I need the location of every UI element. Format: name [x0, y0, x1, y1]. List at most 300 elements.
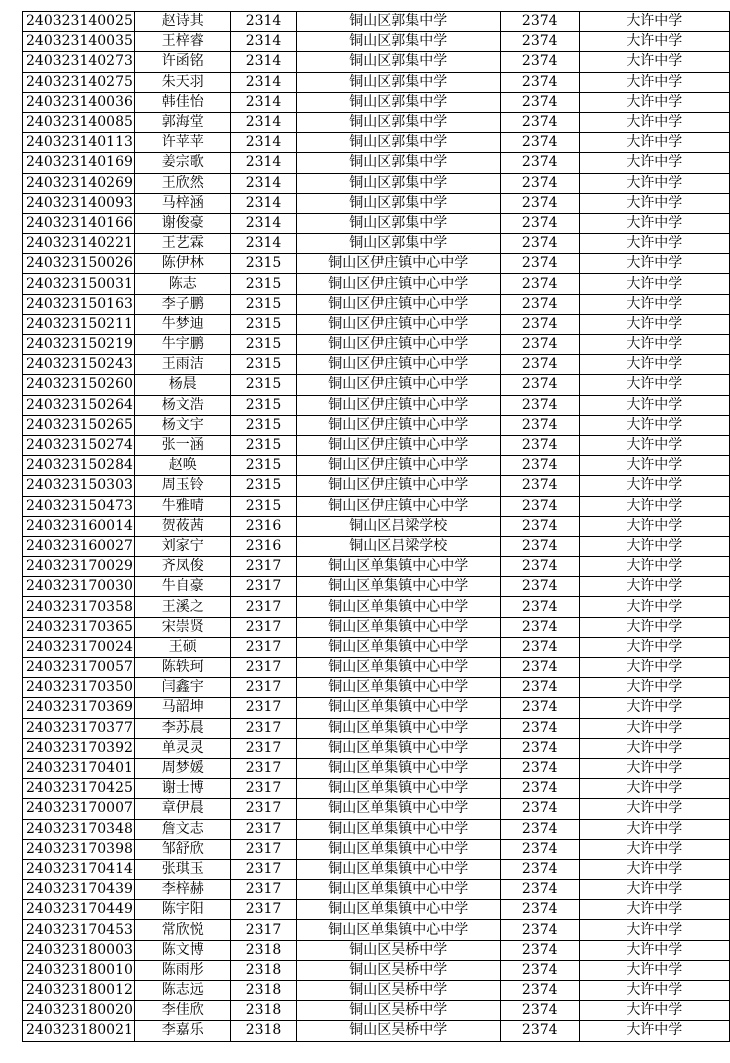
target-code-cell: 2374 — [500, 335, 579, 355]
exam-id-cell: 240323140093 — [23, 193, 135, 213]
exam-id-cell: 240323150274 — [23, 435, 135, 455]
exam-id-cell: 240323170348 — [23, 819, 135, 839]
school-code-cell: 2317 — [231, 758, 296, 778]
school-code-cell: 2315 — [231, 355, 296, 375]
exam-id-cell: 240323170401 — [23, 758, 135, 778]
name-cell: 王溪之 — [134, 597, 230, 617]
table-row — [23, 173, 730, 193]
school-code-cell: 2317 — [231, 577, 296, 597]
name-cell: 邹舒欣 — [134, 839, 230, 859]
target-school-cell: 大许中学 — [579, 173, 729, 193]
school-code-cell: 2315 — [231, 375, 296, 395]
table-body — [23, 12, 730, 1042]
school-name-cell: 铜山区伊庄镇中心中学 — [296, 335, 500, 355]
target-code-cell: 2374 — [500, 779, 579, 799]
target-code-cell: 2374 — [500, 456, 579, 476]
exam-id-cell: 240323170369 — [23, 698, 135, 718]
target-code-cell: 2374 — [500, 274, 579, 294]
target-school-cell: 大许中学 — [579, 254, 729, 274]
name-cell: 朱天羽 — [134, 72, 230, 92]
exam-id-cell: 240323180003 — [23, 940, 135, 960]
name-cell: 许苹苹 — [134, 133, 230, 153]
school-name-cell: 铜山区伊庄镇中心中学 — [296, 274, 500, 294]
target-school-cell: 大许中学 — [579, 758, 729, 778]
school-name-cell: 铜山区郭集中学 — [296, 213, 500, 233]
exam-id-cell: 240323170350 — [23, 678, 135, 698]
target-school-cell: 大许中学 — [579, 880, 729, 900]
exam-id-cell: 240323160014 — [23, 516, 135, 536]
school-code-cell: 2314 — [231, 92, 296, 112]
name-cell: 王艺霖 — [134, 234, 230, 254]
exam-id-cell: 240323140166 — [23, 213, 135, 233]
target-code-cell: 2374 — [500, 213, 579, 233]
exam-id-cell: 240323180021 — [23, 1021, 135, 1041]
name-cell: 周梦媛 — [134, 758, 230, 778]
target-school-cell: 大许中学 — [579, 698, 729, 718]
table-row — [23, 335, 730, 355]
target-code-cell: 2374 — [500, 617, 579, 637]
name-cell: 李嘉乐 — [134, 1021, 230, 1041]
name-cell: 张一涵 — [134, 435, 230, 455]
table-row — [23, 193, 730, 213]
name-cell: 贺莜茜 — [134, 516, 230, 536]
name-cell: 王硕 — [134, 637, 230, 657]
name-cell: 陈志远 — [134, 981, 230, 1001]
exam-id-cell: 240323180010 — [23, 960, 135, 980]
target-school-cell: 大许中学 — [579, 234, 729, 254]
table-row — [23, 557, 730, 577]
table-row — [23, 153, 730, 173]
school-name-cell: 铜山区吴桥中学 — [296, 981, 500, 1001]
school-name-cell: 铜山区单集镇中心中学 — [296, 880, 500, 900]
target-school-cell: 大许中学 — [579, 12, 729, 32]
school-name-cell: 铜山区单集镇中心中学 — [296, 920, 500, 940]
school-code-cell: 2314 — [231, 234, 296, 254]
name-cell: 詹文志 — [134, 819, 230, 839]
target-code-cell: 2374 — [500, 819, 579, 839]
exam-id-cell: 240323150303 — [23, 476, 135, 496]
exam-id-cell: 240323170439 — [23, 880, 135, 900]
target-code-cell: 2374 — [500, 355, 579, 375]
school-code-cell: 2317 — [231, 819, 296, 839]
name-cell: 郭海堂 — [134, 112, 230, 132]
table-row — [23, 758, 730, 778]
name-cell: 谢士博 — [134, 779, 230, 799]
table-row — [23, 920, 730, 940]
name-cell: 陈宇阳 — [134, 900, 230, 920]
target-code-cell: 2374 — [500, 960, 579, 980]
exam-id-cell: 240323180012 — [23, 981, 135, 1001]
school-name-cell: 铜山区单集镇中心中学 — [296, 718, 500, 738]
school-code-cell: 2315 — [231, 456, 296, 476]
table-row — [23, 133, 730, 153]
target-code-cell: 2374 — [500, 577, 579, 597]
target-school-cell: 大许中学 — [579, 940, 729, 960]
school-code-cell: 2317 — [231, 859, 296, 879]
school-code-cell: 2315 — [231, 314, 296, 334]
target-code-cell: 2374 — [500, 981, 579, 1001]
school-code-cell: 2317 — [231, 799, 296, 819]
target-code-cell: 2374 — [500, 314, 579, 334]
target-school-cell: 大许中学 — [579, 193, 729, 213]
name-cell: 牛雅晴 — [134, 496, 230, 516]
school-name-cell: 铜山区郭集中学 — [296, 72, 500, 92]
target-code-cell: 2374 — [500, 920, 579, 940]
target-school-cell: 大许中学 — [579, 617, 729, 637]
school-name-cell: 铜山区单集镇中心中学 — [296, 900, 500, 920]
target-code-cell: 2374 — [500, 415, 579, 435]
target-code-cell: 2374 — [500, 658, 579, 678]
school-name-cell: 铜山区伊庄镇中心中学 — [296, 476, 500, 496]
target-school-cell: 大许中学 — [579, 52, 729, 72]
target-code-cell: 2374 — [500, 637, 579, 657]
target-school-cell: 大许中学 — [579, 799, 729, 819]
table-row — [23, 456, 730, 476]
table-row — [23, 658, 730, 678]
school-code-cell: 2315 — [231, 435, 296, 455]
target-school-cell: 大许中学 — [579, 415, 729, 435]
target-school-cell: 大许中学 — [579, 213, 729, 233]
target-school-cell: 大许中学 — [579, 133, 729, 153]
school-name-cell: 铜山区伊庄镇中心中学 — [296, 415, 500, 435]
name-cell: 王梓睿 — [134, 32, 230, 52]
target-code-cell: 2374 — [500, 698, 579, 718]
target-school-cell: 大许中学 — [579, 738, 729, 758]
table-row — [23, 355, 730, 375]
target-code-cell: 2374 — [500, 516, 579, 536]
target-school-cell: 大许中学 — [579, 435, 729, 455]
table-row — [23, 52, 730, 72]
school-code-cell: 2314 — [231, 112, 296, 132]
name-cell: 杨文宇 — [134, 415, 230, 435]
school-name-cell: 铜山区伊庄镇中心中学 — [296, 395, 500, 415]
target-school-cell: 大许中学 — [579, 536, 729, 556]
school-name-cell: 铜山区吕梁学校 — [296, 536, 500, 556]
target-code-cell: 2374 — [500, 476, 579, 496]
target-school-cell: 大许中学 — [579, 981, 729, 1001]
target-school-cell: 大许中学 — [579, 92, 729, 112]
target-code-cell: 2374 — [500, 597, 579, 617]
exam-id-cell: 240323180020 — [23, 1001, 135, 1021]
target-school-cell: 大许中学 — [579, 355, 729, 375]
name-cell: 单灵灵 — [134, 738, 230, 758]
school-code-cell: 2314 — [231, 153, 296, 173]
name-cell: 王雨洁 — [134, 355, 230, 375]
name-cell: 李佳欣 — [134, 1001, 230, 1021]
target-school-cell: 大许中学 — [579, 456, 729, 476]
table-row — [23, 718, 730, 738]
target-school-cell: 大许中学 — [579, 637, 729, 657]
target-code-cell: 2374 — [500, 52, 579, 72]
school-code-cell: 2317 — [231, 779, 296, 799]
school-name-cell: 铜山区郭集中学 — [296, 133, 500, 153]
name-cell: 杨文浩 — [134, 395, 230, 415]
exam-id-cell: 240323170029 — [23, 557, 135, 577]
school-code-cell: 2317 — [231, 900, 296, 920]
target-code-cell: 2374 — [500, 678, 579, 698]
target-school-cell: 大许中学 — [579, 395, 729, 415]
school-name-cell: 铜山区郭集中学 — [296, 173, 500, 193]
exam-id-cell: 240323140269 — [23, 173, 135, 193]
school-name-cell: 铜山区吴桥中学 — [296, 940, 500, 960]
target-code-cell: 2374 — [500, 72, 579, 92]
school-name-cell: 铜山区伊庄镇中心中学 — [296, 435, 500, 455]
target-code-cell: 2374 — [500, 900, 579, 920]
target-code-cell: 2374 — [500, 738, 579, 758]
target-code-cell: 2374 — [500, 395, 579, 415]
school-name-cell: 铜山区吕梁学校 — [296, 516, 500, 536]
school-name-cell: 铜山区郭集中学 — [296, 234, 500, 254]
school-name-cell: 铜山区单集镇中心中学 — [296, 557, 500, 577]
school-name-cell: 铜山区郭集中学 — [296, 32, 500, 52]
target-school-cell: 大许中学 — [579, 859, 729, 879]
exam-id-cell: 240323170392 — [23, 738, 135, 758]
school-code-cell: 2316 — [231, 536, 296, 556]
target-code-cell: 2374 — [500, 496, 579, 516]
student-table — [22, 11, 730, 1042]
school-code-cell: 2318 — [231, 960, 296, 980]
school-code-cell: 2314 — [231, 12, 296, 32]
target-school-cell: 大许中学 — [579, 779, 729, 799]
name-cell: 赵唤 — [134, 456, 230, 476]
school-name-cell: 铜山区吴桥中学 — [296, 960, 500, 980]
school-name-cell: 铜山区单集镇中心中学 — [296, 799, 500, 819]
school-name-cell: 铜山区单集镇中心中学 — [296, 698, 500, 718]
target-code-cell: 2374 — [500, 718, 579, 738]
name-cell: 杨晨 — [134, 375, 230, 395]
school-code-cell: 2317 — [231, 557, 296, 577]
name-cell: 陈雨彤 — [134, 960, 230, 980]
exam-id-cell: 240323140085 — [23, 112, 135, 132]
school-name-cell: 铜山区单集镇中心中学 — [296, 819, 500, 839]
table-row — [23, 72, 730, 92]
school-code-cell: 2317 — [231, 678, 296, 698]
exam-id-cell: 240323170449 — [23, 900, 135, 920]
school-code-cell: 2318 — [231, 1021, 296, 1041]
name-cell: 陈文博 — [134, 940, 230, 960]
school-name-cell: 铜山区郭集中学 — [296, 52, 500, 72]
name-cell: 刘家宁 — [134, 536, 230, 556]
exam-id-cell: 240323170398 — [23, 839, 135, 859]
school-code-cell: 2314 — [231, 72, 296, 92]
school-name-cell: 铜山区郭集中学 — [296, 92, 500, 112]
target-school-cell: 大许中学 — [579, 557, 729, 577]
table-row — [23, 597, 730, 617]
name-cell: 赵诗其 — [134, 12, 230, 32]
target-code-cell: 2374 — [500, 859, 579, 879]
exam-id-cell: 240323140025 — [23, 12, 135, 32]
target-school-cell: 大许中学 — [579, 496, 729, 516]
name-cell: 姜宗歌 — [134, 153, 230, 173]
exam-id-cell: 240323150473 — [23, 496, 135, 516]
target-school-cell: 大许中学 — [579, 1001, 729, 1021]
table-row — [23, 819, 730, 839]
name-cell: 闫鑫宇 — [134, 678, 230, 698]
school-code-cell: 2315 — [231, 395, 296, 415]
exam-id-cell: 240323150031 — [23, 274, 135, 294]
target-school-cell: 大许中学 — [579, 335, 729, 355]
school-code-cell: 2317 — [231, 718, 296, 738]
table-row — [23, 637, 730, 657]
school-code-cell: 2315 — [231, 274, 296, 294]
school-code-cell: 2314 — [231, 173, 296, 193]
table-row — [23, 617, 730, 637]
exam-id-cell: 240323140036 — [23, 92, 135, 112]
school-code-cell: 2317 — [231, 738, 296, 758]
target-code-cell: 2374 — [500, 153, 579, 173]
name-cell: 牛宇鹏 — [134, 335, 230, 355]
table-row — [23, 1001, 730, 1021]
school-name-cell: 铜山区郭集中学 — [296, 112, 500, 132]
target-school-cell: 大许中学 — [579, 658, 729, 678]
name-cell: 李苏晨 — [134, 718, 230, 738]
exam-id-cell: 240323150264 — [23, 395, 135, 415]
name-cell: 陈伊林 — [134, 254, 230, 274]
target-code-cell: 2374 — [500, 173, 579, 193]
target-code-cell: 2374 — [500, 92, 579, 112]
target-school-cell: 大许中学 — [579, 294, 729, 314]
target-code-cell: 2374 — [500, 294, 579, 314]
name-cell: 马梓涵 — [134, 193, 230, 213]
table-row — [23, 799, 730, 819]
school-name-cell: 铜山区单集镇中心中学 — [296, 597, 500, 617]
exam-id-cell: 240323150219 — [23, 335, 135, 355]
school-name-cell: 铜山区伊庄镇中心中学 — [296, 375, 500, 395]
school-code-cell: 2314 — [231, 213, 296, 233]
school-name-cell: 铜山区伊庄镇中心中学 — [296, 496, 500, 516]
table-row — [23, 839, 730, 859]
target-school-cell: 大许中学 — [579, 375, 729, 395]
school-name-cell: 铜山区吴桥中学 — [296, 1001, 500, 1021]
school-name-cell: 铜山区伊庄镇中心中学 — [296, 254, 500, 274]
school-code-cell: 2314 — [231, 133, 296, 153]
school-code-cell: 2315 — [231, 294, 296, 314]
school-code-cell: 2315 — [231, 254, 296, 274]
table-row — [23, 516, 730, 536]
table-row — [23, 435, 730, 455]
target-code-cell: 2374 — [500, 12, 579, 32]
target-school-cell: 大许中学 — [579, 516, 729, 536]
target-code-cell: 2374 — [500, 839, 579, 859]
target-code-cell: 2374 — [500, 557, 579, 577]
name-cell: 牛梦迪 — [134, 314, 230, 334]
school-name-cell: 铜山区单集镇中心中学 — [296, 577, 500, 597]
target-school-cell: 大许中学 — [579, 314, 729, 334]
school-name-cell: 铜山区单集镇中心中学 — [296, 738, 500, 758]
exam-id-cell: 240323140273 — [23, 52, 135, 72]
exam-id-cell: 240323140221 — [23, 234, 135, 254]
target-code-cell: 2374 — [500, 234, 579, 254]
school-code-cell: 2317 — [231, 880, 296, 900]
table-row — [23, 496, 730, 516]
name-cell: 李梓赫 — [134, 880, 230, 900]
table-row — [23, 12, 730, 32]
school-name-cell: 铜山区单集镇中心中学 — [296, 859, 500, 879]
table-row — [23, 981, 730, 1001]
school-code-cell: 2317 — [231, 839, 296, 859]
table-row — [23, 395, 730, 415]
target-school-cell: 大许中学 — [579, 1021, 729, 1041]
target-school-cell: 大许中学 — [579, 597, 729, 617]
target-school-cell: 大许中学 — [579, 678, 729, 698]
exam-id-cell: 240323150243 — [23, 355, 135, 375]
target-school-cell: 大许中学 — [579, 960, 729, 980]
school-name-cell: 铜山区单集镇中心中学 — [296, 617, 500, 637]
school-name-cell: 铜山区郭集中学 — [296, 153, 500, 173]
exam-id-cell: 240323170365 — [23, 617, 135, 637]
target-school-cell: 大许中学 — [579, 72, 729, 92]
target-code-cell: 2374 — [500, 758, 579, 778]
name-cell: 谢俊豪 — [134, 213, 230, 233]
target-code-cell: 2374 — [500, 112, 579, 132]
target-code-cell: 2374 — [500, 1001, 579, 1021]
exam-id-cell: 240323150260 — [23, 375, 135, 395]
school-name-cell: 铜山区郭集中学 — [296, 193, 500, 213]
school-code-cell: 2314 — [231, 193, 296, 213]
table-row — [23, 213, 730, 233]
target-school-cell: 大许中学 — [579, 32, 729, 52]
table-row — [23, 415, 730, 435]
exam-id-cell: 240323170414 — [23, 859, 135, 879]
table-row — [23, 112, 730, 132]
exam-id-cell: 240323170377 — [23, 718, 135, 738]
table-row — [23, 698, 730, 718]
exam-id-cell: 240323170024 — [23, 637, 135, 657]
table-row — [23, 1021, 730, 1041]
table-row — [23, 859, 730, 879]
target-school-cell: 大许中学 — [579, 718, 729, 738]
school-code-cell: 2315 — [231, 415, 296, 435]
exam-id-cell: 240323140169 — [23, 153, 135, 173]
name-cell: 章伊晨 — [134, 799, 230, 819]
school-code-cell: 2317 — [231, 637, 296, 657]
target-code-cell: 2374 — [500, 536, 579, 556]
table-row — [23, 738, 730, 758]
school-name-cell: 铜山区吴桥中学 — [296, 1021, 500, 1041]
table-row — [23, 274, 730, 294]
name-cell: 周玉铃 — [134, 476, 230, 496]
name-cell: 陈轶珂 — [134, 658, 230, 678]
school-name-cell: 铜山区伊庄镇中心中学 — [296, 294, 500, 314]
school-code-cell: 2317 — [231, 617, 296, 637]
school-name-cell: 铜山区单集镇中心中学 — [296, 758, 500, 778]
school-code-cell: 2318 — [231, 940, 296, 960]
table-row — [23, 880, 730, 900]
exam-id-cell: 240323170030 — [23, 577, 135, 597]
name-cell: 韩佳怡 — [134, 92, 230, 112]
name-cell: 齐凤俊 — [134, 557, 230, 577]
school-name-cell: 铜山区郭集中学 — [296, 12, 500, 32]
exam-id-cell: 240323170057 — [23, 658, 135, 678]
school-code-cell: 2315 — [231, 476, 296, 496]
target-school-cell: 大许中学 — [579, 476, 729, 496]
table-row — [23, 92, 730, 112]
table-row — [23, 536, 730, 556]
target-code-cell: 2374 — [500, 133, 579, 153]
exam-id-cell: 240323170453 — [23, 920, 135, 940]
table-row — [23, 476, 730, 496]
exam-id-cell: 240323140035 — [23, 32, 135, 52]
school-code-cell: 2317 — [231, 698, 296, 718]
school-code-cell: 2317 — [231, 658, 296, 678]
school-code-cell: 2317 — [231, 920, 296, 940]
school-name-cell: 铜山区伊庄镇中心中学 — [296, 314, 500, 334]
school-name-cell: 铜山区伊庄镇中心中学 — [296, 355, 500, 375]
name-cell: 宋崇贤 — [134, 617, 230, 637]
target-school-cell: 大许中学 — [579, 274, 729, 294]
exam-id-cell: 240323150265 — [23, 415, 135, 435]
name-cell: 许函铭 — [134, 52, 230, 72]
